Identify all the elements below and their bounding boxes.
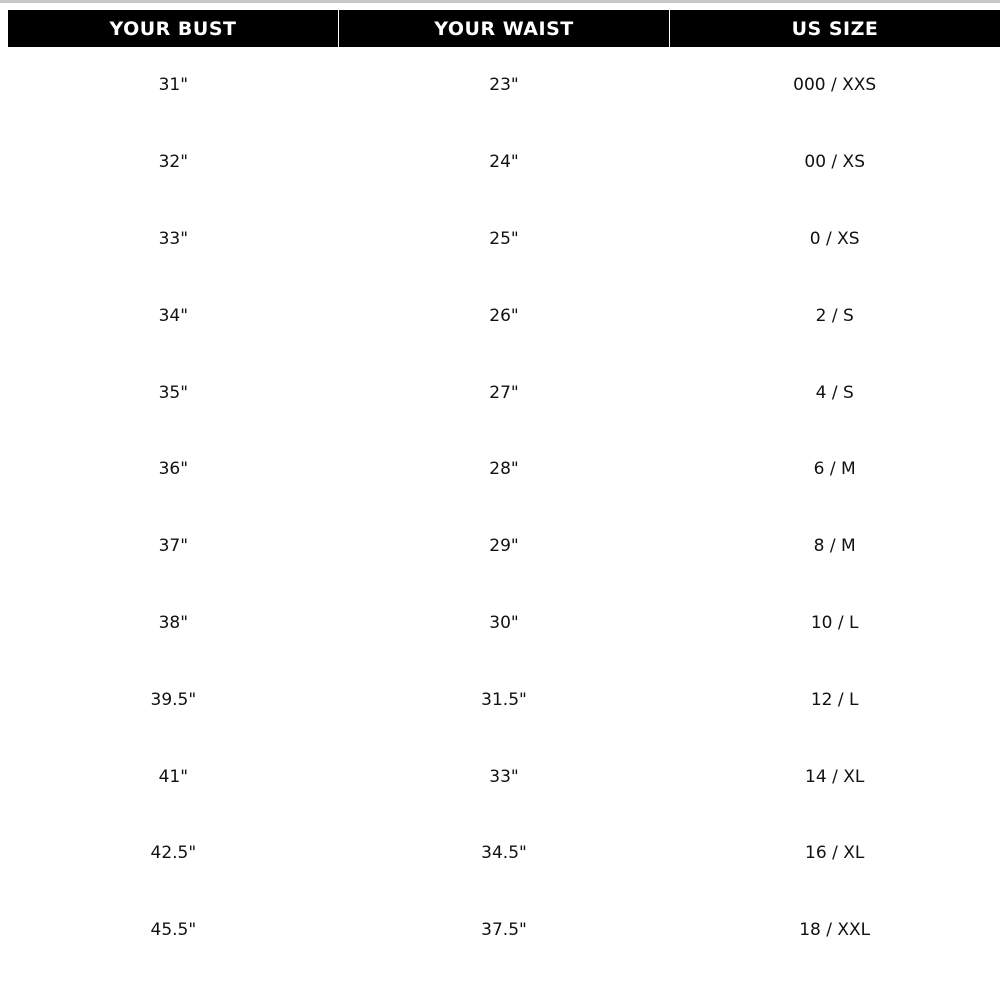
table-body [8,47,1000,969]
table-row [8,585,1000,662]
header-us-size: US SIZE [791,17,879,40]
header-bust: YOUR BUST [8,10,339,47]
us-size-cell: 18 / XXL [799,920,871,941]
table-header-row [8,10,1000,47]
us-size-cell: 8 / M [813,536,856,557]
bust-cell: 42.5" [150,843,197,864]
us-size-cell: 14 / XL [805,766,865,787]
table-row [8,815,1000,892]
bust-cell: 32" [158,152,189,173]
bust-cell: 37" [158,536,189,557]
us-size-cell: 2 / S [815,305,854,326]
bust-cell: 39.5" [150,689,197,710]
waist-cell: 24" [489,152,519,173]
table-row [8,661,1000,738]
table-row [8,47,1000,124]
table-row [8,431,1000,508]
table-row [8,892,1000,969]
waist-cell: 31.5" [481,689,527,710]
table-row [8,201,1000,278]
waist-cell: 33" [489,766,519,787]
table-row [8,124,1000,201]
us-size-cell: 000 / XXS [793,75,877,96]
table-row [8,354,1000,431]
us-size-cell: 4 / S [815,382,854,403]
waist-cell: 34.5" [481,843,527,864]
top-divider [0,0,1000,3]
waist-cell: 26" [489,305,519,326]
header-waist: YOUR WAIST [339,10,670,47]
us-size-cell: 6 / M [813,459,856,480]
waist-cell: 28" [489,459,519,480]
bust-cell: 34" [158,305,189,326]
table-row [8,277,1000,354]
bust-cell: 45.5" [150,920,197,941]
table-row [8,508,1000,585]
waist-cell: 37.5" [481,920,527,941]
waist-cell: 29" [489,536,519,557]
us-size-cell: 16 / XL [805,843,865,864]
us-size-cell: 00 / XS [804,152,865,173]
us-size-cell: 12 / L [810,689,859,710]
bust-cell: 36" [158,459,189,480]
waist-cell: 30" [489,612,519,633]
us-size-cell: 0 / XS [809,228,860,249]
waist-cell: 25" [489,228,519,249]
bust-cell: 35" [158,382,189,403]
waist-cell: 23" [489,75,519,96]
bust-cell: 33" [158,228,189,249]
table-row [8,738,1000,815]
size-chart-table [8,10,1000,969]
bust-cell: 31" [158,75,189,96]
bust-cell: 41" [158,766,189,787]
us-size-cell: 10 / L [810,612,859,633]
waist-cell: 27" [489,382,519,403]
bust-cell: 38" [158,612,189,633]
